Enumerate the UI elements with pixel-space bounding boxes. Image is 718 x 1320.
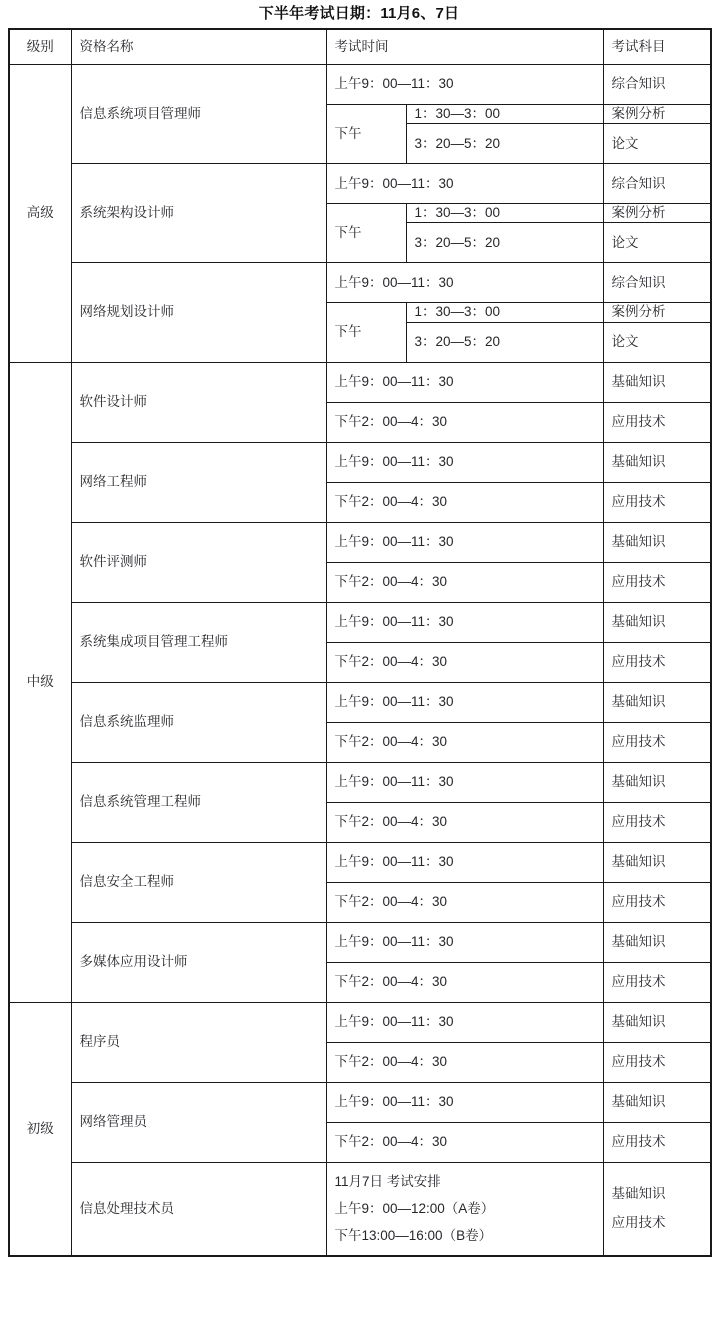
exam-subject-cell-multiline — [603, 1162, 711, 1256]
exam-time-cell: 上午9：00—11：30 — [326, 602, 603, 642]
exam-time-cell-multiline — [326, 1162, 603, 1256]
exam-time-cell: 下午2：00—4：30 — [326, 402, 603, 442]
exam-time-line-morning: 上午9：00—12:00（A卷） — [334, 1200, 495, 1216]
exam-subject-cell: 基础知识 — [603, 1082, 711, 1122]
afternoon-label-cell: 下午 — [326, 303, 406, 362]
exam-subject-cell: 基础知识 — [603, 522, 711, 562]
level-cell-intermediate: 中级 — [9, 362, 71, 1002]
exam-subject-cell: 基础知识 — [603, 362, 711, 402]
exam-subject-cell: 应用技术 — [603, 882, 711, 922]
exam-time-cell: 上午9：00—11：30 — [326, 65, 603, 105]
exam-time-cell: 上午9：00—11：30 — [326, 362, 603, 402]
exam-subject-line-basic: 基础知识 — [611, 1186, 666, 1202]
exam-time-cell: 下午2：00—4：30 — [326, 882, 603, 922]
exam-time-cell: 下午2：00—4：30 — [326, 802, 603, 842]
exam-subject-line-applied: 应用技术 — [611, 1215, 666, 1231]
qualification-cell: 信息处理技术员 — [71, 1162, 326, 1256]
exam-time-cell: 1：30—3：00 — [406, 105, 603, 124]
exam-subject-cell: 应用技术 — [603, 802, 711, 842]
exam-time-cell: 上午9：00—11：30 — [326, 1002, 603, 1042]
table-row — [9, 922, 711, 962]
exam-subject-cell: 应用技术 — [603, 1122, 711, 1162]
exam-time-cell: 上午9：00—11：30 — [326, 762, 603, 802]
exam-subject-cell: 案例分析 — [603, 204, 711, 223]
exam-time-cell: 3：20—5：20 — [406, 124, 603, 164]
exam-time-cell: 1：30—3：00 — [406, 204, 603, 223]
exam-subject-cell: 综合知识 — [603, 65, 711, 105]
exam-time-cell: 上午9：00—11：30 — [326, 1082, 603, 1122]
qualification-cell: 程序员 — [71, 1002, 326, 1082]
afternoon-label-cell: 下午 — [326, 105, 406, 164]
table-row — [9, 362, 711, 402]
exam-subject-cell: 基础知识 — [603, 1002, 711, 1042]
exam-time-cell: 上午9：00—11：30 — [326, 922, 603, 962]
qualification-cell: 网络规划设计师 — [71, 263, 326, 362]
exam-time-cell: 上午9：00—11：30 — [326, 522, 603, 562]
table-row — [9, 263, 711, 303]
qualification-cell: 信息系统项目管理师 — [71, 65, 326, 164]
table-row — [9, 762, 711, 802]
qualification-cell: 信息系统监理师 — [71, 682, 326, 762]
exam-subject-cell: 案例分析 — [603, 105, 711, 124]
exam-time-cell: 3：20—5：20 — [406, 223, 603, 263]
exam-subject-cell: 综合知识 — [603, 263, 711, 303]
exam-subject-cell: 应用技术 — [603, 642, 711, 682]
qualification-cell: 多媒体应用设计师 — [71, 922, 326, 1002]
exam-subject-cell: 应用技术 — [603, 482, 711, 522]
exam-time-cell: 下午2：00—4：30 — [326, 1042, 603, 1082]
exam-time-cell: 下午2：00—4：30 — [326, 642, 603, 682]
column-header-level: 级别 — [9, 29, 71, 65]
column-header-qualification: 资格名称 — [71, 29, 326, 65]
level-cell-elementary: 初级 — [9, 1002, 71, 1256]
exam-subject-cell: 基础知识 — [603, 922, 711, 962]
qualification-cell: 软件设计师 — [71, 362, 326, 442]
exam-time-cell: 下午2：00—4：30 — [326, 962, 603, 1002]
exam-subject-cell: 基础知识 — [603, 842, 711, 882]
exam-subject-cell: 基础知识 — [603, 602, 711, 642]
exam-time-cell: 3：20—5：20 — [406, 322, 603, 362]
exam-time-cell: 1：30—3：00 — [406, 303, 603, 322]
page-title: 下半年考试日期：11月6、7日 — [258, 5, 460, 22]
table-row — [9, 1002, 711, 1042]
level-cell-senior: 高级 — [9, 65, 71, 363]
exam-subject-cell: 应用技术 — [603, 962, 711, 1002]
qualification-cell: 信息安全工程师 — [71, 842, 326, 922]
exam-time-cell: 下午2：00—4：30 — [326, 482, 603, 522]
exam-subject-cell: 应用技术 — [603, 402, 711, 442]
table-row — [9, 65, 711, 105]
exam-subject-cell: 应用技术 — [603, 1042, 711, 1082]
column-header-exam-time: 考试时间 — [326, 29, 603, 65]
qualification-cell: 信息系统管理工程师 — [71, 762, 326, 842]
exam-subject-cell: 基础知识 — [603, 762, 711, 802]
exam-subject-cell: 应用技术 — [603, 722, 711, 762]
exam-time-cell: 上午9：00—11：30 — [326, 164, 603, 204]
exam-schedule-table — [8, 28, 712, 1257]
exam-time-cell: 上午9：00—11：30 — [326, 263, 603, 303]
table-row — [9, 842, 711, 882]
table-row — [9, 682, 711, 722]
table-row — [9, 522, 711, 562]
exam-time-cell: 下午2：00—4：30 — [326, 562, 603, 602]
exam-subject-cell: 综合知识 — [603, 164, 711, 204]
qualification-cell: 系统集成项目管理工程师 — [71, 602, 326, 682]
afternoon-label-cell: 下午 — [326, 204, 406, 263]
exam-time-cell: 下午2：00—4：30 — [326, 722, 603, 762]
exam-subject-cell: 论文 — [603, 124, 711, 164]
table-row — [9, 1082, 711, 1122]
exam-subject-cell: 基础知识 — [603, 682, 711, 722]
exam-time-cell: 上午9：00—11：30 — [326, 442, 603, 482]
exam-subject-cell: 论文 — [603, 223, 711, 263]
table-header-row — [9, 29, 711, 65]
qualification-cell: 网络管理员 — [71, 1082, 326, 1162]
exam-subject-cell: 案例分析 — [603, 303, 711, 322]
exam-time-cell: 上午9：00—11：30 — [326, 682, 603, 722]
column-header-exam-subject: 考试科目 — [603, 29, 711, 65]
qualification-cell: 系统架构设计师 — [71, 164, 326, 263]
exam-subject-cell: 论文 — [603, 322, 711, 362]
qualification-cell: 软件评测师 — [71, 522, 326, 602]
exam-subject-cell: 应用技术 — [603, 562, 711, 602]
table-row — [9, 442, 711, 482]
exam-time-line-afternoon: 下午13:00—16:00（B卷） — [334, 1228, 493, 1244]
table-row — [9, 1162, 711, 1256]
table-row — [9, 164, 711, 204]
table-row — [9, 602, 711, 642]
exam-subject-cell: 基础知识 — [603, 442, 711, 482]
exam-time-cell: 下午2：00—4：30 — [326, 1122, 603, 1162]
qualification-cell: 网络工程师 — [71, 442, 326, 522]
exam-time-cell: 上午9：00—11：30 — [326, 842, 603, 882]
exam-time-line-date: 11月7日 考试安排 — [334, 1173, 441, 1189]
